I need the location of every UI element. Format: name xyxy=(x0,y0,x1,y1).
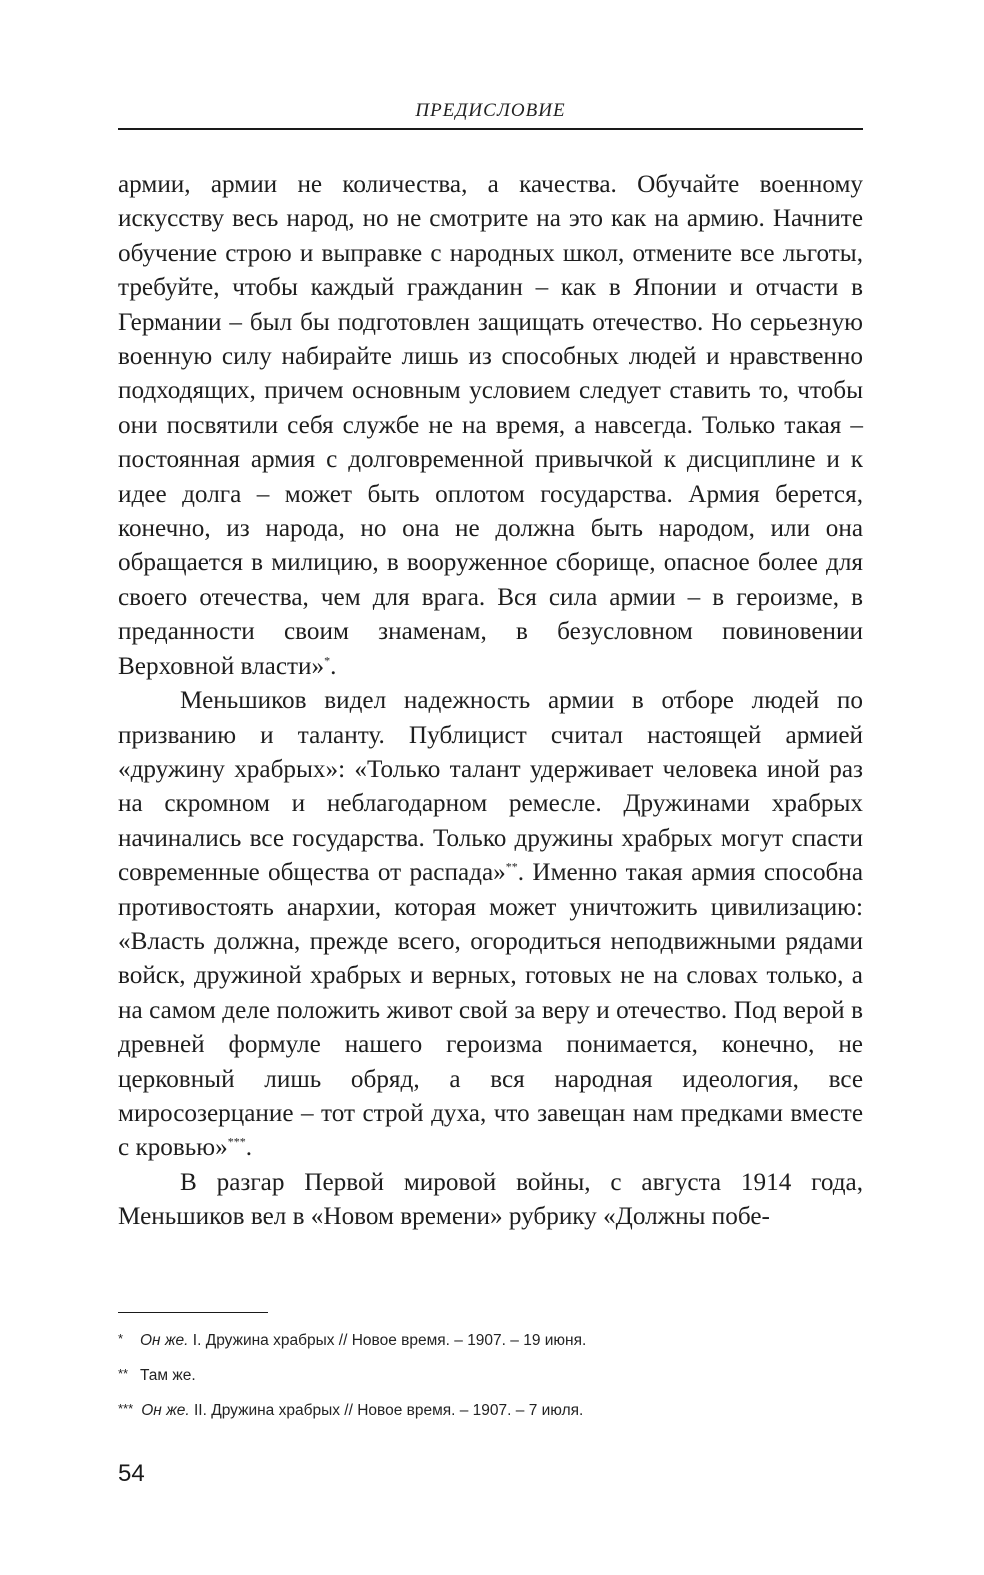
paragraph-3 xyxy=(118,1166,863,1235)
footnote-2-text: Там же. xyxy=(140,1367,196,1384)
footnote-3-mark: *** xyxy=(118,1401,134,1416)
footnote-divider xyxy=(118,1312,268,1313)
header-divider xyxy=(118,128,863,130)
paragraph-2: Меньшиков видел надежность армии в отборе людей по призванию и таланту. Публицист считал настоящей армией «дружину храбрых»: «Только талант удерживает человека иной раз на скромном и неблагодарном ремесле. Дружинами храбрых начинались все государства. Только дружины храбрых могут спасти современные общества от распада»**. Именно такая армия способна противостоять анархии, которая может уничтожить цивилизацию: «Власть должна, прежде всего, огородиться неподвижными рядами войск, дружиной храбрых и верных, готовых не на словах только, а на самом деле положить живот свой за веру и отечество. Под верой в древней формуле нашего героизма понимается, конечно, не церковный лишь обряд, а вся народная идеология, все миросозерцание – тот строй духа, что завещан нам предками вместе с кровью»***. xyxy=(118,687,864,1162)
main-text xyxy=(118,168,863,1235)
paragraph-2-text-continued: Именно такая армия способна противостоять анархии, которая может уничтожить цивилизацию: «Власть должна, прежде всего, огородиться неподвижными рядами войск, дружиной храбрых и верных, готовых не на словах только, а на самом деле положить живот свой за веру и отечество. Под верой в древней формуле нашего героизма понимается, конечно, не церковный лишь обряд, а вся народная идеология, все миросозерцание – тот строй духа, что завещан нам предками вместе с кровью» xyxy=(118,859,864,1162)
footnote-3-author: Он же. xyxy=(141,1402,190,1419)
footnote-ref-1: * xyxy=(324,653,331,668)
footnote-3-text: II. Дружина храбрых // Новое время. – 1907. – 7 июля. xyxy=(193,1402,584,1419)
footnote-1-text: I. Дружина храбрых // Новое время. – 1907. – 19 июня. xyxy=(192,1332,587,1349)
running-title: ПРЕДИСЛОВИЕ xyxy=(415,100,566,121)
paragraph-3-text: В разгар Первой мировой войны, с августа 1914 года, Меньшиков вел в «Новом времени» рубрику «Должны побе- xyxy=(118,1168,863,1231)
footnote-1-author: Он же. xyxy=(140,1332,189,1349)
footnote-1 xyxy=(118,1322,863,1357)
footnote-ref-2: ** xyxy=(505,859,518,874)
footnote-ref-3: *** xyxy=(227,1134,246,1149)
footnotes xyxy=(118,1322,863,1427)
footnote-1-mark: * xyxy=(118,1331,124,1346)
footnote-2-mark: ** xyxy=(118,1366,129,1381)
page-number: 54 xyxy=(118,1460,145,1487)
paragraph-1-text: армии, армии не количества, а качества. Обучайте военному искусству весь народ, но не смотрите на это как на армию. Начните обучение строю и выправке с народных школ, отмените все льготы, требуйте, чтобы каждый гражданин – как в Японии и отчасти в Германии – был бы подготовлен защищать отечество. Но серьезную военную силу набирайте лишь из способных людей и нравственно подходящих, причем основным условием следует ставить то, чтобы они посвятили себя службе не на время, а навсегда. Только такая – постоянная армия с долговременной привычкой к дисциплине и к идее долга – может быть оплотом государства. Армия берется, конечно, из народа, но она не должна быть народом, или она обращается в милицию, в вооруженное сборище, опасное более для своего отечества, чем для врага. Вся сила армии – в героизме, в преданности своим знаменам, в безусловном повиновении Верховной власти» xyxy=(118,171,863,680)
paragraph-2-text: Меньшиков видел надежность армии в отборе людей по призванию и таланту. Публицист считал настоящей армией «дружину храбрых»: «Только талант удерживает человека иной раз на скромном и неблагодарном ремесле. Дружинами храбрых начинались все государства. Только дружины храбрых могут спасти современные общества от распада» xyxy=(118,687,863,887)
footnote-2 xyxy=(118,1357,863,1392)
paragraph-1: армии, армии не количества, а качества. Обучайте военному искусству весь народ, но не смотрите на это как на армию. Начните обучение строю и выправке с народных школ, отмените все льготы, требуйте, чтобы каждый гражданин – как в Японии и отчасти в Германии – был бы подготовлен защищать отечество. Но серьезную военную силу набирайте лишь из способных людей и нравственно подходящих, причем основным условием следует ставить то, чтобы они посвятили себя службе не на время, а навсегда. Только такая – постоянная армия с долговременной привычкой к дисциплине и к идее долга – может быть оплотом государства. Армия берется, конечно, из народа, но она не должна быть народом, или она обращается в милицию, в вооруженное сборище, опасное более для своего отечества, чем для врага. Вся сила армии – в героизме, в преданности своим знаменам, в безусловном повиновении Верховной власти»*. xyxy=(118,171,863,680)
footnote-3 xyxy=(118,1392,863,1427)
